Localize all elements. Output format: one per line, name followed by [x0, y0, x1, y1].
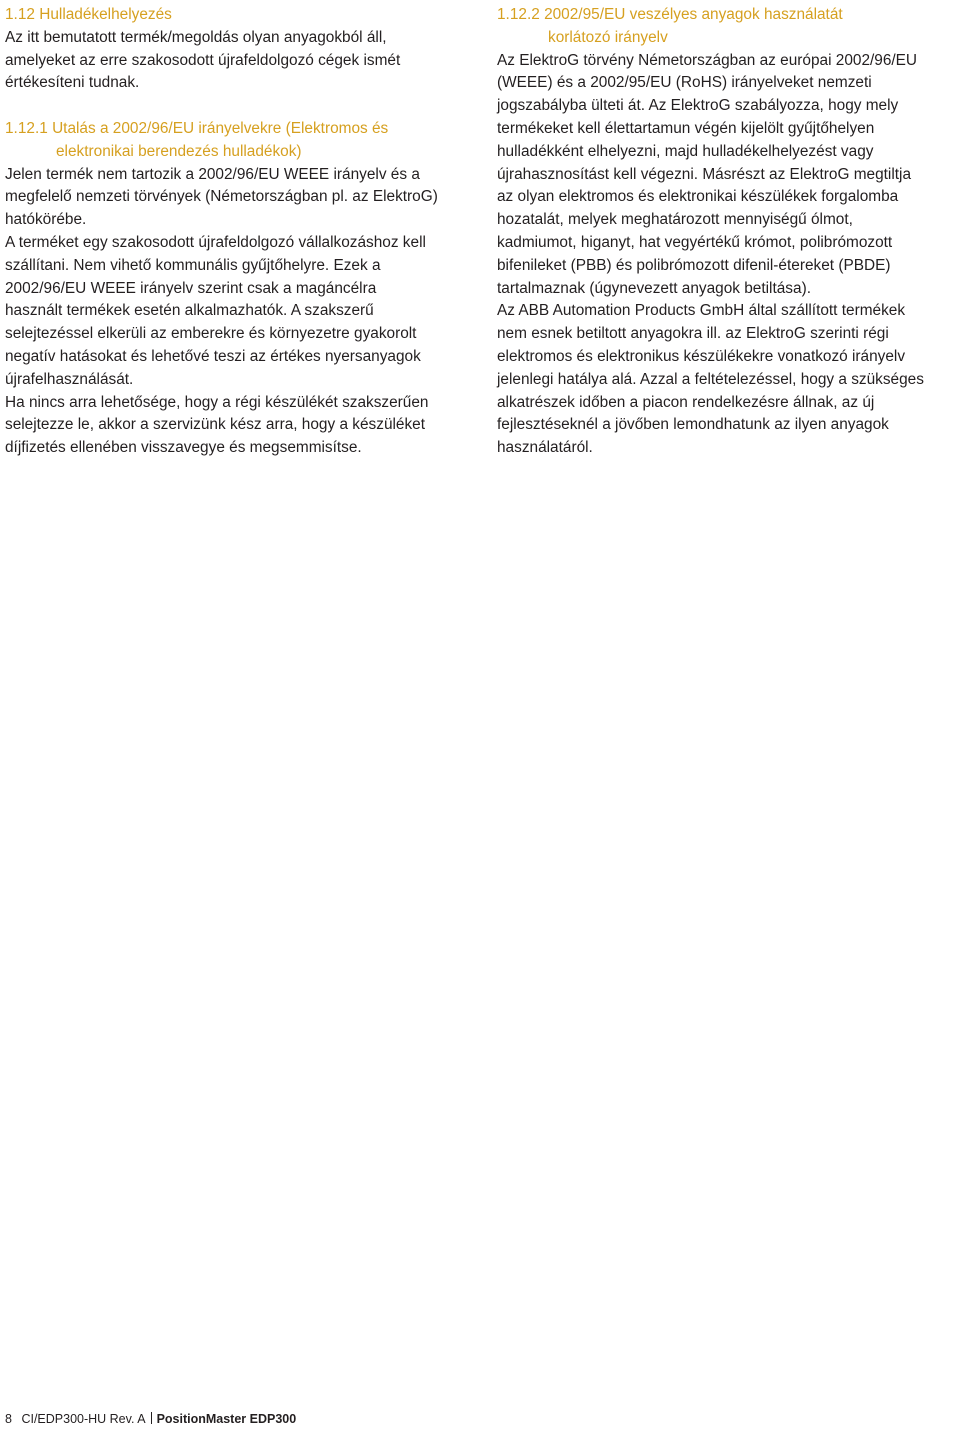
body-line: megfelelő nemzeti törvények (Németországban pl. az ElektroG) [5, 188, 438, 206]
body-line: termékeket kell élettartamun végén kijelölt gyűjtőhelyen [497, 119, 875, 137]
body-line: jogszabályba ülteti át. Az ElektroG szabályozza, hogy mely [497, 97, 899, 115]
body-line: tartalmaznak (úgynevezett anyagok betiltása). [497, 279, 811, 297]
body-line: (WEEE) és a 2002/95/EU (RoHS) irányelveket nemzeti [497, 74, 872, 92]
body-line: bifenileket (PBB) és polibrómozott difenil-étereket (PBDE) [497, 256, 891, 274]
document-id: CI/EDP300-HU Rev. A [21, 1412, 146, 1426]
product-name: PositionMaster EDP300 [156, 1412, 297, 1426]
subsection-heading-rohs-line-2: korlátozó irányelv [548, 28, 668, 46]
body-line: Az ElektroG törvény Németországban az európai 2002/96/EU [497, 51, 918, 69]
page-number: 8 [5, 1412, 12, 1426]
body-line: újrafelhasználását. [5, 370, 134, 388]
body-line: selejtezéssel elkerüli az emberekre és környezetre gyakorolt [5, 325, 417, 343]
right-column [497, 4, 957, 460]
body-line: selejtezze le, akkor a szervizünk kész arra, hogy a készüléket [5, 416, 426, 434]
body-line: hulladékként elhelyezni, majd hulladékelhelyezést vagy [497, 142, 874, 160]
body-line: A terméket egy szakosodott újrafeldolgozó vállalkozáshoz kell [5, 233, 426, 251]
body-line: 2002/96/EU WEEE irányelv szerint csak a magáncélra [5, 279, 377, 297]
body-line: kadmiumot, higanyt, hat vegyértékű krómot, polibrómozott [497, 233, 893, 251]
body-line: nem esnek betiltott anyagokra ill. az ElektroG szerinti régi [497, 325, 889, 343]
body-line: jelenlegi hatálya alá. Azzal a feltételezéssel, hogy a szükséges [497, 370, 924, 388]
body-line: Jelen termék nem tartozik a 2002/96/EU WEEE irányelv és a [5, 165, 420, 183]
subsection-heading-weee-line-1: 1.12.1 Utalás a 2002/96/EU irányelvekre (Elektromos és [5, 119, 389, 137]
body-line: használatáról. [497, 439, 593, 457]
page-footer [5, 1411, 296, 1427]
body-line: Ha nincs arra lehetősége, hogy a régi készülékét szakszerűen [5, 393, 429, 411]
body-line: szállítani. Nem vihető kommunális gyűjtőhelyre. Ezek a [5, 256, 381, 274]
subsection-heading-rohs-line-1: 1.12.2 2002/95/EU veszélyes anyagok használatát [497, 6, 843, 23]
body-line: hozatalát, melyek meghatározott mennyiségű ólmot, [497, 211, 853, 229]
body-line: elektromos és elektronikus készülékekre vonatkozó irányelv [497, 347, 906, 365]
body-line: negatív hatásokat és lehetővé teszi az értékes nyersanyagok [5, 347, 421, 365]
body-line: Az ABB Automation Products GmbH által szállított termékek [497, 302, 906, 320]
subsection-heading-weee-line-2: elektronikai berendezés hulladékok) [56, 142, 302, 160]
body-line: díjfizetés ellenében visszavegye és megsemmisítse. [5, 439, 362, 457]
left-column [5, 4, 475, 460]
body-line: fejlesztéseknél a jövőben lemondhatunk az ilyen anyagok [497, 416, 889, 434]
section-heading-disposal: 1.12 Hulladékelhelyezés [5, 6, 172, 23]
intro-line-2: amelyeket az erre szakosodott újrafeldolgozó cégek ismét [5, 51, 401, 69]
intro-line-3: értékesíteni tudnak. [5, 74, 140, 92]
intro-line-1: Az itt bemutatott termék/megoldás olyan anyagokból áll, [5, 28, 387, 46]
body-line: újrahasznosítást kell végezni. Másrészt az ElektroG megtiltja [497, 165, 912, 183]
body-line: használt termékek esetén alkalmazhatók. A szakszerű [5, 302, 374, 320]
body-line: alkatrészek időben a piacon rendelkezésre állnak, az új [497, 393, 875, 411]
footer-divider [151, 1412, 152, 1424]
paragraph-gap [5, 95, 475, 118]
body-line: az olyan elektromos és elektronikai készülékek forgalomba [497, 188, 899, 206]
body-line: hatókörébe. [5, 211, 87, 229]
